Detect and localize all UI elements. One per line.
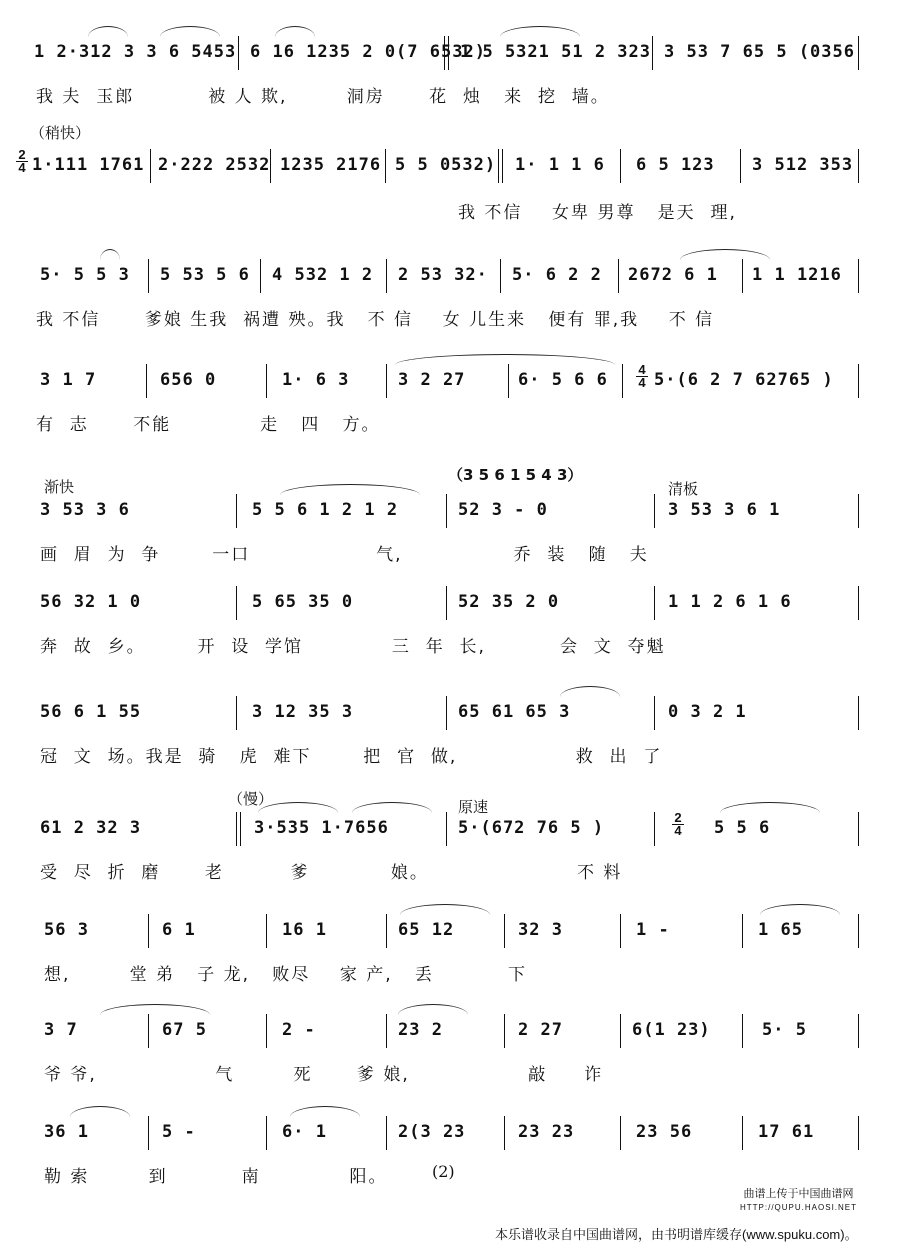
measure-7-3: 65 61 65 3 xyxy=(458,702,571,722)
measure-6-3: 52 35 2 0 xyxy=(458,592,560,612)
lyrics-2: 我 不信 女卑 男尊 是天 理, xyxy=(36,203,737,223)
lyrics-10: 爷 爷, 气 死 爹 娘, 敲 诈 xyxy=(44,1065,604,1085)
measure-7-4: 0 3 2 1 xyxy=(668,702,747,722)
bracket-notes: （3 5 6 1 5 4 3） xyxy=(448,466,583,484)
measure-8-4: 5 5 6 xyxy=(714,818,771,838)
lyrics-5: 画 眉 为 争 一口 气, 乔 装 随 夫 xyxy=(40,545,649,565)
measure-4-4: 3 2 27 xyxy=(398,370,466,390)
measure-5-1: 3 53 3 6 xyxy=(40,500,130,520)
watermark-line-1: 曲谱上传于中国曲谱网 xyxy=(743,1188,854,1200)
measure-10-3: 2 - xyxy=(282,1020,316,1040)
lyrics-11: 勒 索 到 南 阳。 xyxy=(44,1167,388,1187)
measure-2-7: 3 512 353 xyxy=(752,155,854,175)
measure-4-3: 1· 6 3 xyxy=(282,370,350,390)
lyrics-6: 奔 故 乡。 开 设 学馆 三 年 长, 会 文 夺魁 xyxy=(40,637,666,657)
measure-2-4: 5 5 0532) xyxy=(395,155,497,175)
lyrics-1: 我 夫 玉郎 被 人 欺, 洞房 花 烛 来 挖 墙。 xyxy=(36,87,610,107)
measure-2-2: 2·222 2532 xyxy=(158,155,271,175)
measure-10-4: 23 2 xyxy=(398,1020,443,1040)
lyrics-8: 受 尽 折 磨 老 爹 娘。 不 料 xyxy=(40,863,623,883)
measure-4-1: 3 1 7 xyxy=(40,370,97,390)
measure-6-4: 1 1 2 6 1 6 xyxy=(668,592,792,612)
measure-3-1: 5· 5 5 3 xyxy=(40,265,130,285)
lyrics-3: 我 不信 爹娘 生我 祸遭 殃。我 不 信 女 儿生来 便有 罪,我 不 信 xyxy=(36,310,715,330)
measure-9-5: 32 3 xyxy=(518,920,563,940)
measure-9-3: 16 1 xyxy=(282,920,327,940)
measure-9-2: 6 1 xyxy=(162,920,196,940)
measure-4-6: 5·(6 2 7 62765 ) xyxy=(654,370,834,390)
tempo-yuansu: 原速 xyxy=(458,798,489,816)
measure-1-4: 3 53 7 65 5 (0356 xyxy=(664,42,855,62)
lyrics-4: 有 志 不能 走 四 方。 xyxy=(36,415,381,435)
measure-5-2: 5 5 6 1 2 1 2 xyxy=(252,500,399,520)
measure-5-3: 52 3 - 0 xyxy=(458,500,548,520)
measure-2-3: 1235 2176 xyxy=(280,155,382,175)
measure-4-5: 6· 5 6 6 xyxy=(518,370,608,390)
measure-10-6: 6(1 23) xyxy=(632,1020,711,1040)
measure-11-1: 36 1 xyxy=(44,1122,89,1142)
measure-11-3: 6· 1 xyxy=(282,1122,327,1142)
measure-11-4: 2(3 23 xyxy=(398,1122,466,1142)
measure-7-1: 56 6 1 55 xyxy=(40,702,142,722)
measure-9-7: 1 65 xyxy=(758,920,803,940)
measure-9-1: 56 3 xyxy=(44,920,89,940)
measure-2-5: 1· 1 1 6 xyxy=(515,155,605,175)
measure-2-1: 1·111 1761 xyxy=(32,155,145,175)
measure-10-7: 5· 5 xyxy=(762,1020,807,1040)
measure-10-2: 67 5 xyxy=(162,1020,207,1040)
measure-3-5: 5· 6 2 2 xyxy=(512,265,602,285)
lyrics-9: 想, 堂 弟 子 龙, 败尽 家 产, 丢 下 xyxy=(44,965,527,985)
measure-11-2: 5 - xyxy=(162,1122,196,1142)
measure-1-2: 6 16 1235 2 0(7 6532) xyxy=(250,42,486,62)
measure-8-3: 5·(672 76 5 ) xyxy=(458,818,605,838)
score-page: 1 2·312 3 3 6 5453 6 16 1235 2 0(7 6532) 1 5 5321 51 2 323 3 53 7 65 5 (0356 我 夫 玉郎 被 人 欺, 洞房 花 烛 来 挖 墙。 （稍快） 2 4 1·111 1761 2·222 2532 1235 2176 5 5 0532) 1· 1 1 6 6 5 123 3 512 353 我 不信 女卑 男尊 是天 理, 5· 5 5 3 5 53 5 6 4 532 1 2 2 53 32· 5· 6 2 2 2672 6 1 1 1 1216 我 不信 爹娘 生我 祸遭 殃。我 不 信 女 儿生来 便有 罪,我 不 信 3 1 7 656 0 1· 6 3 3 2 27 6· 5 6 6 4 4 5·(6 2 7 62765 ) 有 志 不能 走 四 方。 渐快 （3 5 6 1 5 4 3） 清板 3 53 3 6 5 5 6 1 2 1 2 52 3 - 0 3 53 3 6 1 画 眉 为 争 一口 气, 乔 装 随 夫 56 32 1 0 5 65 35 0 52 35 2 0 1 1 2 6 1 6 奔 故 乡。 开 设 学馆 三 年 长, 会 文 夺魁 56 6 1 55 3 12 35 3 65 61 65 3 0 3 2 1 冠 文 场。我是 骑 虎 难下 把 官 做, 救 出 了 （慢） 原速 61 2 32 3 3·535 1·7656 5·(672 76 5 ) 2 4 5 5 6 受 尽 折 磨 老 爹 娘。 不 料 56 3 6 1 16 1 65 12 32 3 1 - 1 65 想, 堂 弟 子 龙, 败尽 家 产, 丢 下 3 7 67 5 2 - 23 2 2 27 6(1 23) 5· 5 爷 爷, 气 死 爹 娘, 敲 诈 36 1 5 - 6· 1 2(3 23 23 23 23 56 17 61 勒 索 到 南 阳。 (2) 曲谱上传于中国曲谱网 HTTP://QUPU.HAOSI.NET 本乐谱收录自中国曲谱网，由书明谱库缓存(www.spuku.com)。 xyxy=(0,0,905,1252)
measure-11-6: 23 56 xyxy=(636,1122,693,1142)
measure-9-6: 1 - xyxy=(636,920,670,940)
footer-source: 本乐谱收录自中国曲谱网，由书明谱库缓存(www.spuku.com)。 xyxy=(495,1227,858,1242)
measure-3-3: 4 532 1 2 xyxy=(272,265,374,285)
page-number: (2) xyxy=(432,1162,455,1181)
measure-10-5: 2 27 xyxy=(518,1020,563,1040)
measure-10-1: 3 7 xyxy=(44,1020,78,1040)
tempo-mark: 渐快 xyxy=(44,478,75,496)
measure-9-4: 65 12 xyxy=(398,920,455,940)
measure-8-1: 61 2 32 3 xyxy=(40,818,142,838)
tempo-mark: （稍快） xyxy=(30,124,91,142)
measure-6-2: 5 65 35 0 xyxy=(252,592,354,612)
watermark-line-2: HTTP://QUPU.HAOSI.NET xyxy=(740,1203,858,1212)
measure-3-4: 2 53 32· xyxy=(398,265,488,285)
tempo-mark: （慢） xyxy=(228,790,274,808)
measure-11-5: 23 23 xyxy=(518,1122,575,1142)
measure-6-1: 56 32 1 0 xyxy=(40,592,142,612)
watermark xyxy=(740,1188,857,1214)
measure-1-3: 1 5 5321 51 2 323 xyxy=(460,42,651,62)
tempo-qingban: 清板 xyxy=(668,480,699,498)
measure-4-2: 656 0 xyxy=(160,370,217,390)
measure-7-2: 3 12 35 3 xyxy=(252,702,354,722)
measure-3-7: 1 1 1216 xyxy=(752,265,842,285)
measure-2-6: 6 5 123 xyxy=(636,155,715,175)
measure-5-4: 3 53 3 6 1 xyxy=(668,500,781,520)
measure-11-7: 17 61 xyxy=(758,1122,815,1142)
measure-1-1: 1 2·312 3 3 6 5453 xyxy=(34,42,237,62)
lyrics-7: 冠 文 场。我是 骑 虎 难下 把 官 做, 救 出 了 xyxy=(40,747,663,767)
measure-3-2: 5 53 5 6 xyxy=(160,265,250,285)
measure-3-6: 2672 6 1 xyxy=(628,265,718,285)
measure-8-2: 3·535 1·7656 xyxy=(254,818,389,838)
